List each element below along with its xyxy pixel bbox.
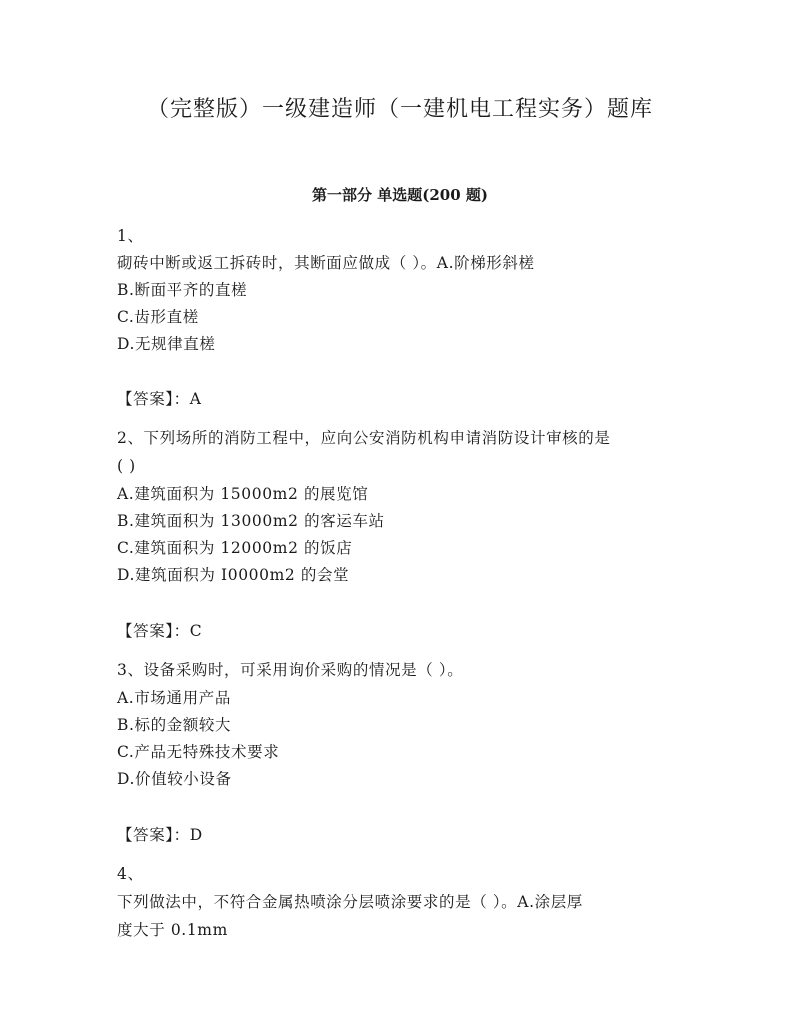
- question-3-answer: 【答案】：D: [117, 826, 203, 844]
- question-2-answer: 【答案】：C: [117, 622, 203, 640]
- question-1-option-b: B.断面平齐的直槎: [117, 281, 248, 299]
- question-3-option-c: C.产品无特殊技术要求: [117, 743, 280, 761]
- document-title: （完整版）一级建造师（一建机电工程实务）题库: [146, 97, 653, 122]
- question-2-option-a: A.建筑面积为 15000m2 的展览馆: [117, 485, 369, 503]
- question-1-stem: 砌砖中断或返工拆砖时，其断面应做成（ ）。A.阶梯形斜槎: [117, 254, 535, 272]
- section-heading: 第一部分 单选题(200 题): [312, 186, 488, 204]
- question-4-stem-line2: 度大于 0.1mm: [117, 921, 228, 939]
- question-4-stem-line1: 下列做法中，不符合金属热喷涂分层喷涂要求的是（ ）。A.涂层厚: [117, 893, 583, 911]
- question-1-answer: 【答案】：A: [117, 390, 202, 408]
- question-3-stem: 3、设备采购时，可采用询价采购的情况是（ ）。: [117, 661, 464, 679]
- question-2-option-c: C.建筑面积为 12000m2 的饭店: [117, 539, 353, 557]
- question-1-option-c: C.齿形直槎: [117, 308, 199, 326]
- question-3-option-d: D.价值较小设备: [117, 770, 232, 788]
- question-3-option-b: B.标的金额较大: [117, 716, 232, 734]
- question-2-stem-line2: ( ): [117, 457, 136, 475]
- question-2-option-b: B.建筑面积为 13000m2 的客运车站: [117, 512, 385, 530]
- question-2-stem-line1: 2、下列场所的消防工程中，应向公安消防机构申请消防设计审核的是: [117, 429, 611, 447]
- question-3-option-a: A.市场通用产品: [117, 689, 231, 707]
- question-2-option-d: D.建筑面积为 I0000m2 的会堂: [117, 566, 350, 584]
- question-1-number: 1、: [117, 227, 144, 245]
- question-4-number: 4、: [117, 865, 144, 883]
- question-1-option-d: D.无规律直槎: [117, 335, 216, 353]
